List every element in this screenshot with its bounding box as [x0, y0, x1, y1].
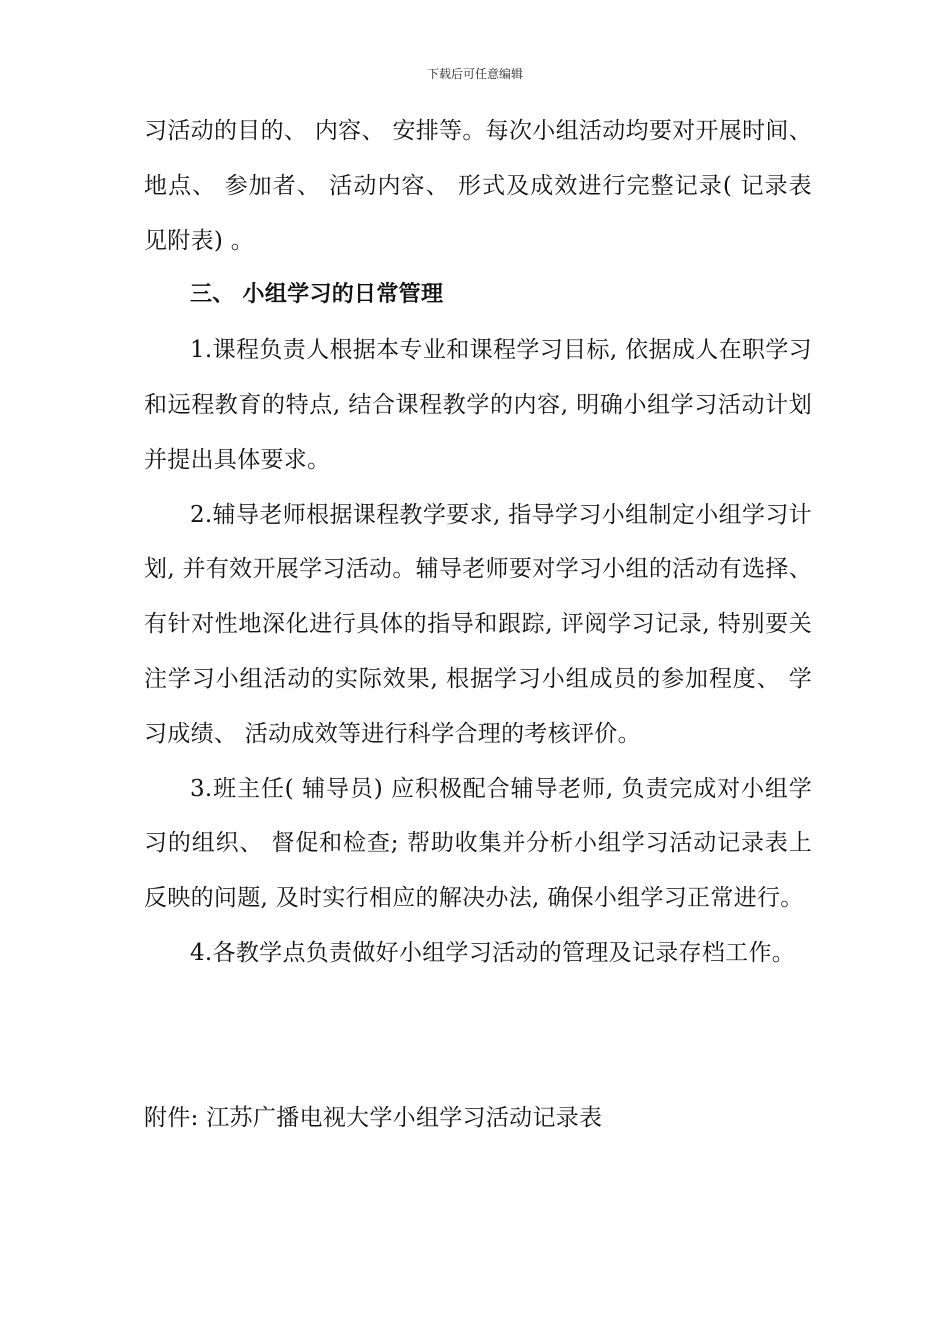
attachment-note: 附件: 江苏广播电视大学小组学习活动记录表 [144, 1104, 603, 1131]
section-heading: 三、 小组学习的日常管理 [190, 282, 444, 308]
paragraph-item-1: 1.课程负责人根据本专业和课程学习目标, 依据成人在职学习和远程教育的特点, 结合课程教学的内容, 明确小组学习活动计划并提出具体要求。 [144, 337, 812, 473]
paragraph-item-4: 4.各教学点负责做好小组学习活动的管理及记录存档工作。 [190, 939, 796, 966]
paragraph-item-2: 2.辅导老师根据课程教学要求, 指导学习小组制定小组学习计划, 并有效开展学习活动。辅导老师要对学习小组的活动有选择、 有针对性地深化进行具体的指导和跟踪, 评阅学习记录, 特别要关注学习小组活动的实际效果, 根据学习小组成员的参加程度、 学习成绩、 活动成效等进行科学合理的考核评价。 [144, 501, 812, 747]
paragraph-continuation: 习活动的目的、 内容、 安排等。每次小组活动均要对开展时间、 地点、 参加者、 活动内容、 形式及成效进行完整记录( 记录表见附表) 。 [144, 118, 812, 254]
blank-space [144, 981, 812, 1091]
page-header: 下载后可任意编辑 [426, 67, 523, 81]
paragraph-item-3: 3.班主任( 辅导员) 应积极配合辅导老师, 负责完成对小组学习的组织、 督促和检查; 帮助收集并分析小组学习活动记录表上反映的问题, 及时实行相应的解决办法, 确保小组学习正常进行。 [144, 775, 812, 912]
document-body [144, 104, 812, 1146]
